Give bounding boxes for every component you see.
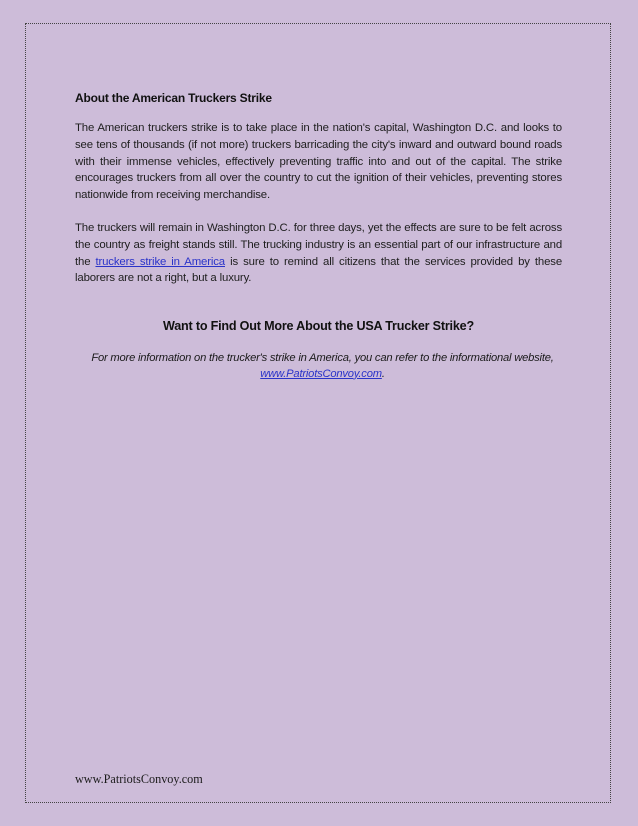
footer-url: www.PatriotsConvoy.com [75, 772, 203, 786]
patriots-convoy-link[interactable]: www.PatriotsConvoy.com [260, 367, 382, 380]
more-info-text-end: . [381, 367, 385, 380]
more-info-heading: Want to Find Out More About the USA Trucker Strike? [163, 319, 474, 333]
truckers-strike-link[interactable]: truckers strike in America [95, 255, 225, 268]
paragraph-2-container [75, 220, 562, 287]
paragraph-2-text-end: is sure to remind all citizens that the services provided by these laborers are not a right, but a luxury. [75, 255, 562, 285]
paragraph-1: The American truckers strike is to take place in the nation's capital, Washington D.C. and looks to see tens of thousands (if not more) truckers barricading the city's inward and outward bound roads with their immense vehicles, effectively preventing traffic into and out of the capital. The strike encourages truckers from all over the country to cut the ignition of their vehicles, preventing stores nationwide from receiving merchandise. [75, 122, 562, 202]
paragraph-2-text-start: The truckers will remain in Washington D.C. for three days, yet the effects are sure to be felt across the country as freight stands still. The trucking industry is an essential part of our infrastructure and the [75, 222, 562, 268]
paragraph-1-container [75, 120, 562, 204]
section-title: About the American Truckers Strike [75, 91, 272, 105]
more-info-text-start: For more information on the trucker's strike in America, you can refer to the informational website, [91, 352, 554, 364]
more-info-text [75, 351, 570, 382]
paragraph-2 [75, 220, 562, 287]
